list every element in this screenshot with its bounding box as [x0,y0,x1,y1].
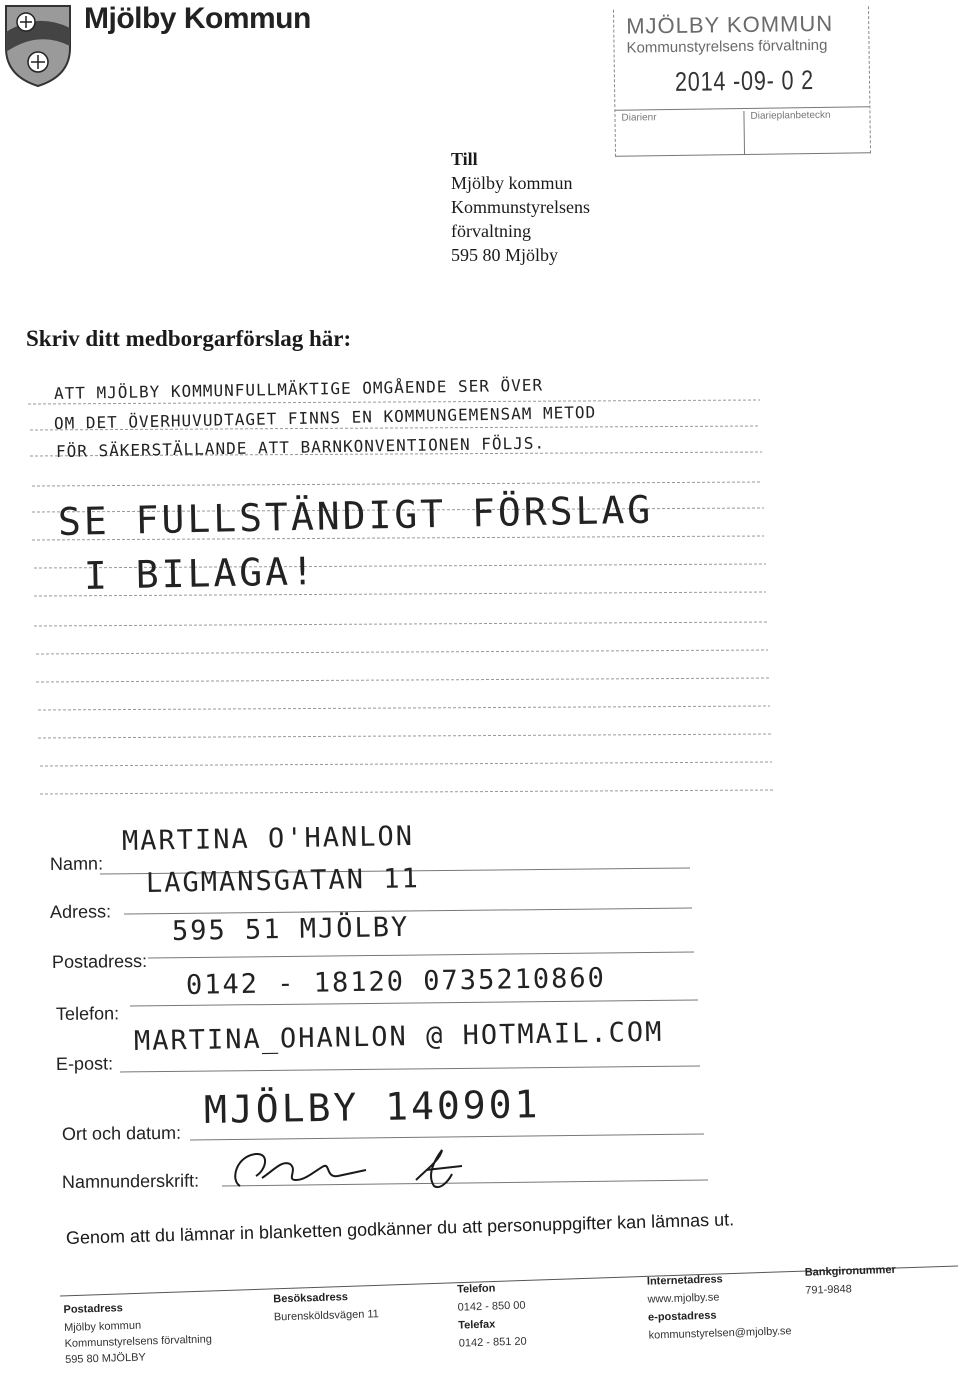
phone-value: 0142 - 18120 0735210860 [185,962,607,1001]
stamp-field-planbeteckn: Diarieplanbeteckn [743,110,831,155]
phone-label: Telefon: [55,1003,120,1024]
name-value: MARTINA O'HANLON [121,820,415,857]
handwritten-line: ATT MJÖLBY KOMMUNFULLMÄKTIGE OMGÅENDE SER ÖVER [53,375,544,403]
consent-notice: Genom att du lämnar in blanketten godkänner du att personuppgifter kan lämnas ut. [65,1209,735,1248]
footer-postal-line: Kommunstyrelsens förvaltning [64,1333,213,1351]
footer-email-value[interactable]: kommunstyrelsen@mjolby.se [648,1325,792,1342]
handwritten-signature [226,1140,486,1196]
email-label: E-post: [55,1053,114,1074]
recipient-line: Mjölby kommun [451,173,573,193]
form-title: Skriv ditt medborgarförslag här: [26,326,352,351]
footer-visit-address: Burensköldsvägen 11 [273,1308,379,1324]
stamp-municipality: MJÖLBY KOMMUN [626,10,834,39]
footer-email-heading: e-postadress [647,1309,717,1324]
footer-fax-heading: Telefax [458,1318,496,1332]
footer-phone-value: 0142 - 850 00 [457,1299,526,1314]
email-value: MARTINA_OHANLON @ HOTMAIL.COM [133,1016,664,1057]
address-value: LAGMANSGATAN 11 [145,863,421,899]
recipient-line: förvaltning [451,221,531,241]
footer-postal-line: Mjölby kommun [63,1319,142,1335]
postal-address-label: Postadress: [51,951,148,972]
place-date-value: MJÖLBY 140901 [203,1082,541,1132]
handwritten-line: FÖR SÄKERSTÄLLANDE ATT BARNKONVENTIONEN FÖLJS. [55,433,546,461]
footer-fax-value: 0142 - 851 20 [458,1335,527,1350]
stamp-date: 2014 -09- 0 2 [674,64,815,97]
address-label: Adress: [49,901,112,922]
footer-internet-heading: Internetadress [646,1273,723,1288]
stamp-department: Kommunstyrelsens förvaltning [626,36,828,57]
stamp-field-diarienr: Diarienr [621,112,657,124]
place-date-label: Ort och datum: [61,1122,182,1144]
recipient-line: Kommunstyrelsens [451,197,590,217]
handwritten-line: OM DET ÖVERHUVUDTAGET FINNS EN KOMMUNGEMENSAM METOD [53,402,597,433]
footer-postal-heading: Postadress [63,1302,124,1317]
signature-label: Namnunderskrift: [61,1170,200,1192]
recipient-title: Till [451,149,478,169]
handwritten-attachment-note: I BILAGA! [83,549,318,598]
name-label: Namn: [49,853,104,874]
footer-bankgiro-value: 791-9848 [805,1283,852,1297]
handwritten-attachment-note: SE FULLSTÄNDIGT FÖRSLAG [57,487,654,544]
municipality-name: Mjölby Kommun [84,2,311,35]
footer-visit-heading: Besöksadress [273,1291,349,1306]
footer-internet-value[interactable]: www.mjolby.se [647,1291,720,1306]
footer [0,1262,960,1373]
recipient-line: 595 80 Mjölby [451,245,559,265]
footer-bankgiro-heading: Bankgironummer [804,1263,896,1279]
footer-phone-heading: Telefon [456,1282,496,1296]
postal-address-value: 595 51 MJÖLBY [171,911,410,947]
footer-postal-line: 595 80 MJÖLBY [64,1351,146,1367]
